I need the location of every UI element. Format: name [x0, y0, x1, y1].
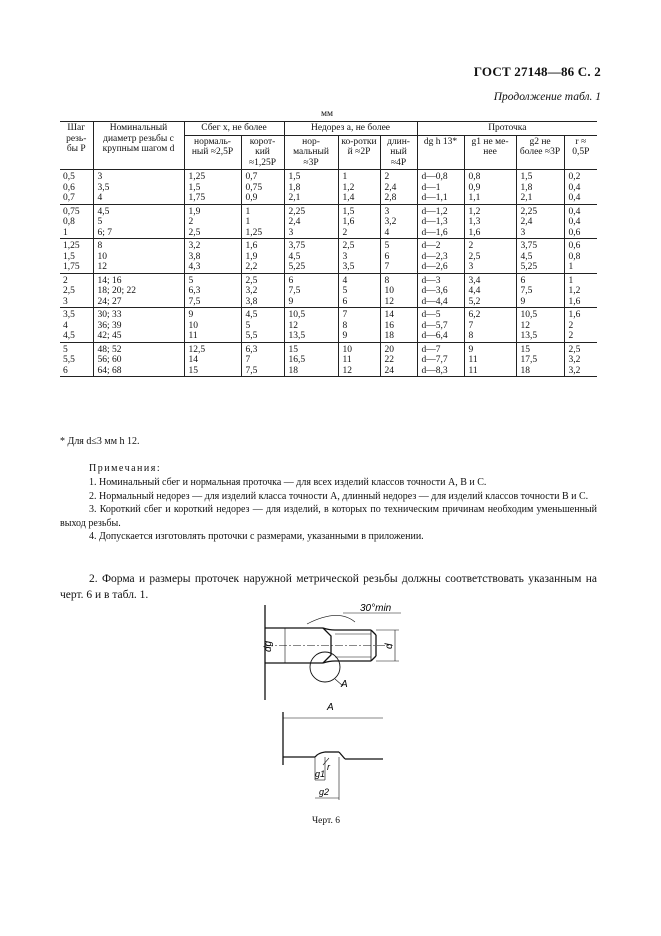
table-cell: 22: [380, 355, 417, 366]
header-runout-normal: нормаль-ный ≈2,5P: [184, 135, 241, 170]
table-cell: 3: [284, 228, 338, 239]
table-cell: d—0,8: [417, 170, 464, 183]
g1-label: g1: [315, 769, 326, 779]
table-cell: 5: [338, 286, 380, 297]
table-cell: 6,2: [464, 308, 516, 321]
table-cell: d—2,6: [417, 262, 464, 273]
header-runout-short: корот-кий ≈1,25P: [241, 135, 284, 170]
table-cell: 6: [284, 273, 338, 286]
table-cell: 12: [93, 262, 184, 273]
table-cell: 3: [338, 252, 380, 263]
header-runout: Сбег x, не более: [184, 122, 284, 136]
r-label: r: [327, 762, 330, 772]
table-cell: 15: [284, 342, 338, 355]
table-cell: 3: [60, 297, 93, 308]
table-cell: 1,5: [60, 252, 93, 263]
note-item: 4. Допускается изготовлять проточки с размерами, указанными в приложении.: [89, 531, 424, 543]
table-cell: 1,25: [60, 239, 93, 252]
table-cell: 2,5: [241, 273, 284, 286]
table-cell: 18: [380, 331, 417, 342]
table-continuation-label: Продолжение табл. 1: [493, 91, 601, 103]
table-cell: 8: [338, 321, 380, 332]
table-cell: 15: [184, 366, 241, 377]
table-cell: 5,25: [284, 262, 338, 273]
detail-circle: [310, 652, 340, 682]
table-cell: 1,5: [184, 183, 241, 194]
thread-dimensions-table: [60, 121, 597, 377]
header-pitch: Шаг резь-бы P: [60, 122, 93, 170]
table-cell: 10: [338, 342, 380, 355]
table-cell: d—7: [417, 342, 464, 355]
table-cell: 1,5: [338, 204, 380, 217]
table-row: [60, 262, 597, 273]
table-cell: d—1,6: [417, 228, 464, 239]
table-cell: 1,8: [284, 183, 338, 194]
table-cell: 12: [516, 321, 564, 332]
table-row: [60, 297, 597, 308]
table-cell: 13,5: [284, 331, 338, 342]
table-cell: 9: [338, 331, 380, 342]
table-cell: 56; 60: [93, 355, 184, 366]
table-cell: 1: [564, 262, 597, 273]
table-cell: d—2,3: [417, 252, 464, 263]
figure-caption: Черт. 6: [312, 816, 340, 826]
table-cell: 7: [380, 262, 417, 273]
table-cell: 7,5: [284, 286, 338, 297]
table-cell: 7,5: [184, 297, 241, 308]
table-cell: 0,6: [564, 239, 597, 252]
table-cell: d—1,1: [417, 193, 464, 204]
table-cell: 4: [60, 321, 93, 332]
table-row: [60, 252, 597, 263]
table-cell: 3,8: [184, 252, 241, 263]
table-cell: 16,5: [284, 355, 338, 366]
body-paragraph: 2. Форма и размеры проточек наружной метрической резьбы должны соответствовать указанным на черт. 6 и в табл. 1.: [60, 573, 597, 601]
table-cell: d—3: [417, 273, 464, 286]
table-cell: 6: [338, 297, 380, 308]
table-cell: 2,4: [284, 217, 338, 228]
table-row: [60, 321, 597, 332]
table-cell: 6: [380, 252, 417, 263]
table-cell: 1,5: [284, 170, 338, 183]
table-cell: 2,5: [564, 342, 597, 355]
table-cell: 1,5: [516, 170, 564, 183]
table-cell: 12: [380, 297, 417, 308]
note-item: 3. Короткий сбег и короткий недорез — для изделий, в которых по техническим причинам необходим уменьшенный выход резьбы.: [60, 504, 597, 529]
table-cell: 3: [93, 170, 184, 183]
table-cell: 0,9: [241, 193, 284, 204]
table-cell: 1,2: [464, 204, 516, 217]
table-cell: 2,2: [241, 262, 284, 273]
table-cell: 3,75: [284, 239, 338, 252]
table-cell: 3,5: [338, 262, 380, 273]
table-cell: 1: [241, 204, 284, 217]
table-cell: 12: [338, 366, 380, 377]
table-cell: 36; 39: [93, 321, 184, 332]
table-cell: 3,2: [380, 217, 417, 228]
table-cell: d—2: [417, 239, 464, 252]
header-undercut-short: ко-ротки й ≈2P: [338, 135, 380, 170]
table-cell: 3,5: [60, 308, 93, 321]
units-label: мм: [321, 109, 334, 119]
table-cell: 5,5: [60, 355, 93, 366]
table-cell: 2: [564, 321, 597, 332]
table-cell: 3: [516, 228, 564, 239]
table-cell: 6: [60, 366, 93, 377]
table-cell: d—8,3: [417, 366, 464, 377]
table-cell: 24; 27: [93, 297, 184, 308]
header-groove: Проточка: [417, 122, 597, 136]
table-row: [60, 204, 597, 217]
table-cell: 2,5: [338, 239, 380, 252]
page-title: ГОСТ 27148—86 С. 2: [473, 64, 601, 79]
table-cell: 11: [464, 355, 516, 366]
table-cell: 6,3: [184, 286, 241, 297]
header-groove-dg: dg h 13*: [417, 135, 464, 170]
table-cell: 1,25: [241, 228, 284, 239]
table-row: [60, 217, 597, 228]
table-cell: 2: [338, 228, 380, 239]
table-cell: 5,2: [464, 297, 516, 308]
table-cell: 3: [464, 262, 516, 273]
table-cell: 9: [516, 297, 564, 308]
table-cell: 4,5: [93, 204, 184, 217]
table-cell: 10,5: [516, 308, 564, 321]
table-cell: 17,5: [516, 355, 564, 366]
table-footnote: * Для d≤3 мм h 12.: [60, 436, 140, 447]
table-cell: 14; 16: [93, 273, 184, 286]
table-cell: 30; 33: [93, 308, 184, 321]
table-cell: 24: [380, 366, 417, 377]
table-row: [60, 342, 597, 355]
header-groove-g2: g2 не более ≈3P: [516, 135, 564, 170]
table-cell: d—6,4: [417, 331, 464, 342]
thread-undercut-drawing: [243, 600, 413, 812]
table-row: [60, 366, 597, 377]
table-cell: 0,8: [464, 170, 516, 183]
table-cell: 64; 68: [93, 366, 184, 377]
table-row: [60, 183, 597, 194]
table-cell: 3,2: [564, 366, 597, 377]
table-cell: 1,8: [516, 183, 564, 194]
table-cell: 8: [464, 331, 516, 342]
table-cell: 1,6: [241, 239, 284, 252]
dg-label: dg: [263, 640, 274, 652]
table-cell: 1: [241, 217, 284, 228]
table-cell: 3,2: [184, 239, 241, 252]
table-cell: 1,9: [241, 252, 284, 263]
table-cell: 7,5: [516, 286, 564, 297]
table-cell: 0,75: [60, 204, 93, 217]
table-cell: 1,2: [564, 286, 597, 297]
table-cell: 2,5: [184, 228, 241, 239]
table-cell: 5,25: [516, 262, 564, 273]
detail-title: A: [327, 702, 334, 713]
table-row: [60, 228, 597, 239]
table-cell: 6,3: [241, 342, 284, 355]
table-cell: 1,9: [184, 204, 241, 217]
table-cell: 12,5: [184, 342, 241, 355]
table-cell: 3: [380, 204, 417, 217]
table-cell: 1,1: [464, 193, 516, 204]
table-cell: 1,4: [338, 193, 380, 204]
table-cell: 2: [380, 170, 417, 183]
table-cell: 6; 7: [93, 228, 184, 239]
table-cell: 3,2: [564, 355, 597, 366]
table-cell: 11: [184, 331, 241, 342]
table-cell: 13,5: [516, 331, 564, 342]
table-cell: 0,6: [60, 183, 93, 194]
note-item: 2. Нормальный недорез — для изделий класса точности А, длинный недорез — для изделий классов точности В и С.: [89, 490, 589, 502]
table-cell: d—4,4: [417, 297, 464, 308]
table-cell: 1,3: [464, 217, 516, 228]
table-cell: 5,5: [241, 331, 284, 342]
table-cell: 18: [284, 366, 338, 377]
table-cell: 4,5: [516, 252, 564, 263]
header-groove-r: r ≈ 0,5P: [564, 135, 597, 170]
g2-label: g2: [319, 787, 330, 797]
table-cell: 2: [184, 217, 241, 228]
table-cell: 1,6: [338, 217, 380, 228]
table-cell: 7: [241, 355, 284, 366]
table-cell: d—7,7: [417, 355, 464, 366]
table-cell: 4,4: [464, 286, 516, 297]
table-row: [60, 170, 597, 183]
table-cell: 0,2: [564, 170, 597, 183]
table-cell: 2: [464, 239, 516, 252]
table-cell: 0,6: [564, 228, 597, 239]
table-cell: 7: [464, 321, 516, 332]
table-cell: 5: [184, 273, 241, 286]
table-cell: 1: [564, 273, 597, 286]
table-cell: 0,8: [60, 217, 93, 228]
table-cell: 12: [284, 321, 338, 332]
table-cell: 5: [241, 321, 284, 332]
table-cell: 0,4: [564, 183, 597, 194]
table-cell: 5: [60, 342, 93, 355]
note-item: 1. Номинальный сбег и нормальная проточка — для всех изделий классов точности А, В и С.: [89, 477, 487, 488]
table-cell: 0,5: [60, 170, 93, 183]
table-cell: d—5,7: [417, 321, 464, 332]
table-cell: 2,5: [464, 252, 516, 263]
table-cell: 4: [338, 273, 380, 286]
table-cell: 3,2: [241, 286, 284, 297]
table-cell: 42; 45: [93, 331, 184, 342]
table-cell: 4,5: [284, 252, 338, 263]
table-cell: 14: [380, 308, 417, 321]
table-cell: 0,4: [564, 217, 597, 228]
table-row: [60, 286, 597, 297]
table-row: [60, 273, 597, 286]
table-cell: 8: [380, 273, 417, 286]
table-cell: 16: [380, 321, 417, 332]
table-cell: 9: [184, 308, 241, 321]
table-row: [60, 239, 597, 252]
table-cell: 1,6: [464, 228, 516, 239]
angle-label: 30°min: [360, 603, 392, 614]
notes-title: Примечания:: [89, 463, 162, 474]
table-cell: 2,1: [516, 193, 564, 204]
header-undercut-long: длин-ный ≈4P: [380, 135, 417, 170]
table-cell: 10: [184, 321, 241, 332]
table-cell: 18; 20; 22: [93, 286, 184, 297]
table-cell: 1,25: [184, 170, 241, 183]
table-cell: 7,5: [241, 366, 284, 377]
table-cell: 48; 52: [93, 342, 184, 355]
table-cell: 9: [284, 297, 338, 308]
table-cell: d—1,2: [417, 204, 464, 217]
notes-list: [60, 476, 597, 544]
table-cell: 11: [338, 355, 380, 366]
table-cell: 11: [464, 366, 516, 377]
table-cell: 18: [516, 366, 564, 377]
table-cell: 15: [516, 342, 564, 355]
table-row: [60, 193, 597, 204]
table-cell: 9: [464, 342, 516, 355]
table-cell: 0,7: [241, 170, 284, 183]
table-cell: 6: [516, 273, 564, 286]
table-cell: 0,8: [564, 252, 597, 263]
d-label: d: [384, 643, 395, 649]
table-cell: 2: [564, 331, 597, 342]
table-cell: 3,8: [241, 297, 284, 308]
table-cell: 14: [184, 355, 241, 366]
table-cell: 2,4: [380, 183, 417, 194]
table-row: [60, 355, 597, 366]
table-cell: 1,6: [564, 308, 597, 321]
table-cell: 1: [338, 170, 380, 183]
table-cell: 1: [60, 228, 93, 239]
table-cell: 8: [93, 239, 184, 252]
table-cell: 3,75: [516, 239, 564, 252]
table-cell: 0,4: [564, 204, 597, 217]
table-cell: d—5: [417, 308, 464, 321]
table-cell: 10: [380, 286, 417, 297]
dimension-lines: [279, 613, 401, 663]
table-cell: 7: [338, 308, 380, 321]
table-cell: d—1: [417, 183, 464, 194]
table-cell: 0,7: [60, 193, 93, 204]
table-cell: 2,25: [516, 204, 564, 217]
table-cell: 10,5: [284, 308, 338, 321]
table-cell: 0,75: [241, 183, 284, 194]
table-row: [60, 331, 597, 342]
table-cell: 5: [93, 217, 184, 228]
table-cell: 2: [60, 273, 93, 286]
table-cell: 2,1: [284, 193, 338, 204]
header-undercut: Недорез a, не более: [284, 122, 417, 136]
table-cell: 2,4: [516, 217, 564, 228]
table-cell: 4,5: [60, 331, 93, 342]
table-cell: 2,8: [380, 193, 417, 204]
table-cell: 1,2: [338, 183, 380, 194]
table-cell: 0,4: [564, 193, 597, 204]
table-cell: d—3,6: [417, 286, 464, 297]
table-cell: 10: [93, 252, 184, 263]
table-cell: 0,9: [464, 183, 516, 194]
table-cell: 4,3: [184, 262, 241, 273]
header-groove-g1: g1 не ме-нее: [464, 135, 516, 170]
table-cell: 2,5: [60, 286, 93, 297]
table-cell: 20: [380, 342, 417, 355]
table-cell: d—1,3: [417, 217, 464, 228]
table-cell: 3,4: [464, 273, 516, 286]
table-cell: 1,75: [184, 193, 241, 204]
table-cell: 4: [93, 193, 184, 204]
detail-view: [283, 712, 383, 800]
table-cell: 3,5: [93, 183, 184, 194]
table-row: [60, 308, 597, 321]
detail-ref-label: A: [341, 679, 348, 690]
table-cell: 4: [380, 228, 417, 239]
table-cell: 1,6: [564, 297, 597, 308]
table-cell: 4,5: [241, 308, 284, 321]
table-cell: 1,75: [60, 262, 93, 273]
header-undercut-normal: нор-мальный ≈3P: [284, 135, 338, 170]
header-nominal-diameter: Номинальный диаметр резьбы с крупным шагом d: [93, 122, 184, 170]
table-cell: 2,25: [284, 204, 338, 217]
table-cell: 5: [380, 239, 417, 252]
